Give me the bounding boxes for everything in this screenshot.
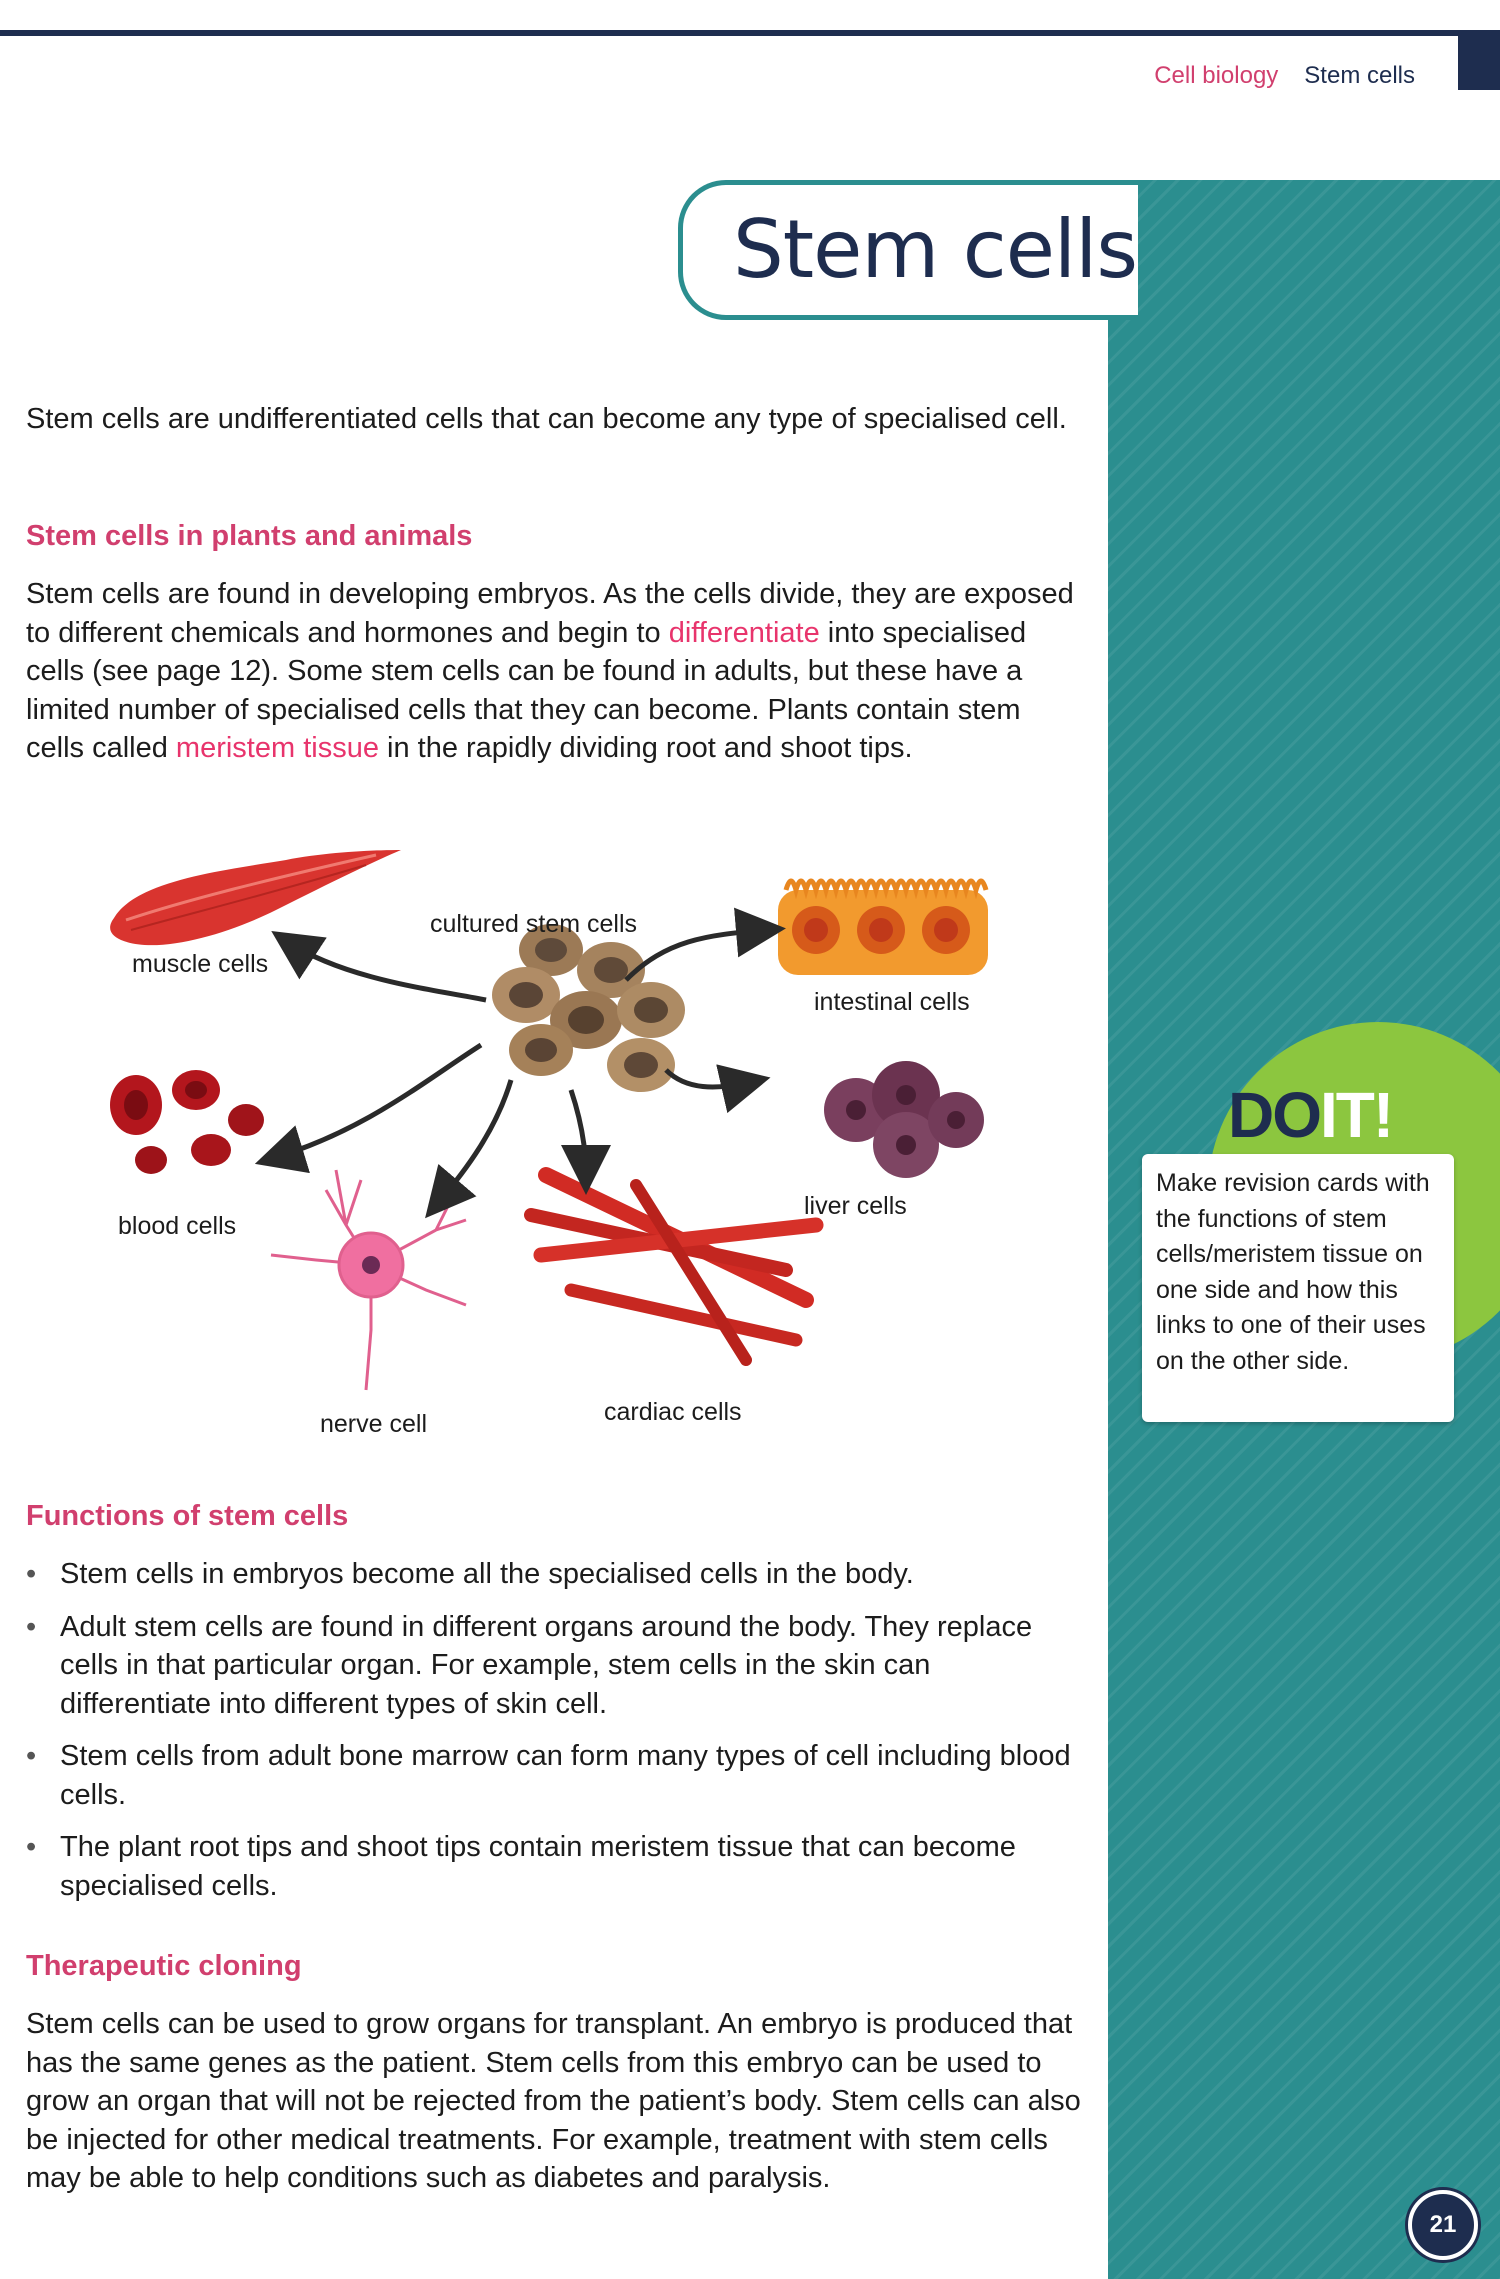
label-blood-cells: blood cells bbox=[118, 1212, 237, 1240]
list-item: • The plant root tips and shoot tips contain meristem tissue that can become specialised cells. bbox=[26, 1828, 1086, 1905]
plants-animals-text bbox=[26, 575, 1086, 768]
key-term-meristem: meristem tissue bbox=[175, 732, 379, 764]
doit-title bbox=[1228, 1078, 1392, 1152]
liver-cells-icon bbox=[824, 1061, 984, 1178]
list-item: • Stem cells in embryos become all the specialised cells in the body. bbox=[26, 1555, 1086, 1594]
running-head bbox=[1154, 62, 1415, 90]
top-rule bbox=[0, 30, 1458, 36]
doit-title-do: DO bbox=[1228, 1079, 1320, 1151]
top-rule-tab bbox=[1458, 30, 1500, 90]
doit-card bbox=[1142, 1154, 1454, 1422]
title-box bbox=[678, 180, 1138, 320]
intestinal-cells-icon bbox=[778, 881, 988, 975]
functions-section bbox=[26, 1500, 1086, 1919]
plants-animals-section bbox=[26, 520, 1086, 768]
cloning-text: Stem cells can be used to grow organs for transplant. An embryo is produced that has the same genes as the patient. Stem cells from this embryo can be used to grow an organ that will not be rejected from the patient’s body. Stem cells can also be injected for other medical treatments. For example, treatment with stem cells may be able to help conditions such as diabetes and paralysis. bbox=[26, 2008, 1081, 2194]
doit-text: Make revision cards with the functions of stem cells/meristem tissue on one side and how this links to one of their uses on the other side. bbox=[1156, 1169, 1430, 1375]
cardiac-cells-icon bbox=[531, 1175, 816, 1360]
label-muscle-cells: muscle cells bbox=[132, 950, 269, 978]
section-name: Cell biology bbox=[1154, 62, 1279, 89]
text-part: in the rapidly dividing root and shoot tips. bbox=[378, 732, 913, 764]
page-title: Stem cells bbox=[733, 203, 1138, 296]
nerve-cell-icon bbox=[271, 1170, 466, 1390]
stem-cell-diagram bbox=[26, 830, 1086, 1450]
section-heading: Functions of stem cells bbox=[26, 1500, 349, 1532]
key-term-differentiate: differentiate bbox=[668, 616, 820, 649]
label-intestinal-cells: intestinal cells bbox=[814, 988, 970, 1016]
text-part: into specialised cells (see page 12). Some stem cells can be found in adults, but these have a limited number of specialised cells that they can become. Plants contain stem cells called bbox=[26, 616, 1027, 764]
doit-title-it: IT! bbox=[1320, 1079, 1393, 1151]
intro-block bbox=[26, 400, 1086, 439]
section-heading: Therapeutic cloning bbox=[26, 1950, 302, 1982]
label-cardiac-cells: cardiac cells bbox=[604, 1398, 742, 1426]
intro-text: Stem cells are undifferentiated cells that can become any type of specialised cell. bbox=[26, 403, 1067, 435]
label-cultured-stem-cells: cultured stem cells bbox=[430, 910, 638, 938]
functions-list bbox=[26, 1555, 1086, 1905]
page-number: 21 bbox=[1408, 2190, 1478, 2260]
blood-cells-icon bbox=[110, 1070, 264, 1174]
section-heading: Stem cells in plants and animals bbox=[26, 520, 473, 552]
cloning-section bbox=[26, 1950, 1086, 2198]
label-liver-cells: liver cells bbox=[804, 1192, 907, 1220]
muscle-cell-icon bbox=[110, 850, 401, 945]
topic-name: Stem cells bbox=[1304, 62, 1415, 89]
stem-cells-cluster-icon bbox=[492, 924, 685, 1092]
text-part: Stem cells are found in developing embryos. As the cells divide, they are exposed to different chemicals and hormones and begin to bbox=[26, 578, 1074, 649]
label-nerve-cell: nerve cell bbox=[320, 1410, 427, 1438]
list-item: • Adult stem cells are found in different organs around the body. They replace cells in that particular organ. For example, stem cells in the skin can differentiate into different types of skin cell. bbox=[26, 1608, 1086, 1724]
list-item: • Stem cells from adult bone marrow can form many types of cell including blood cells. bbox=[26, 1737, 1086, 1814]
